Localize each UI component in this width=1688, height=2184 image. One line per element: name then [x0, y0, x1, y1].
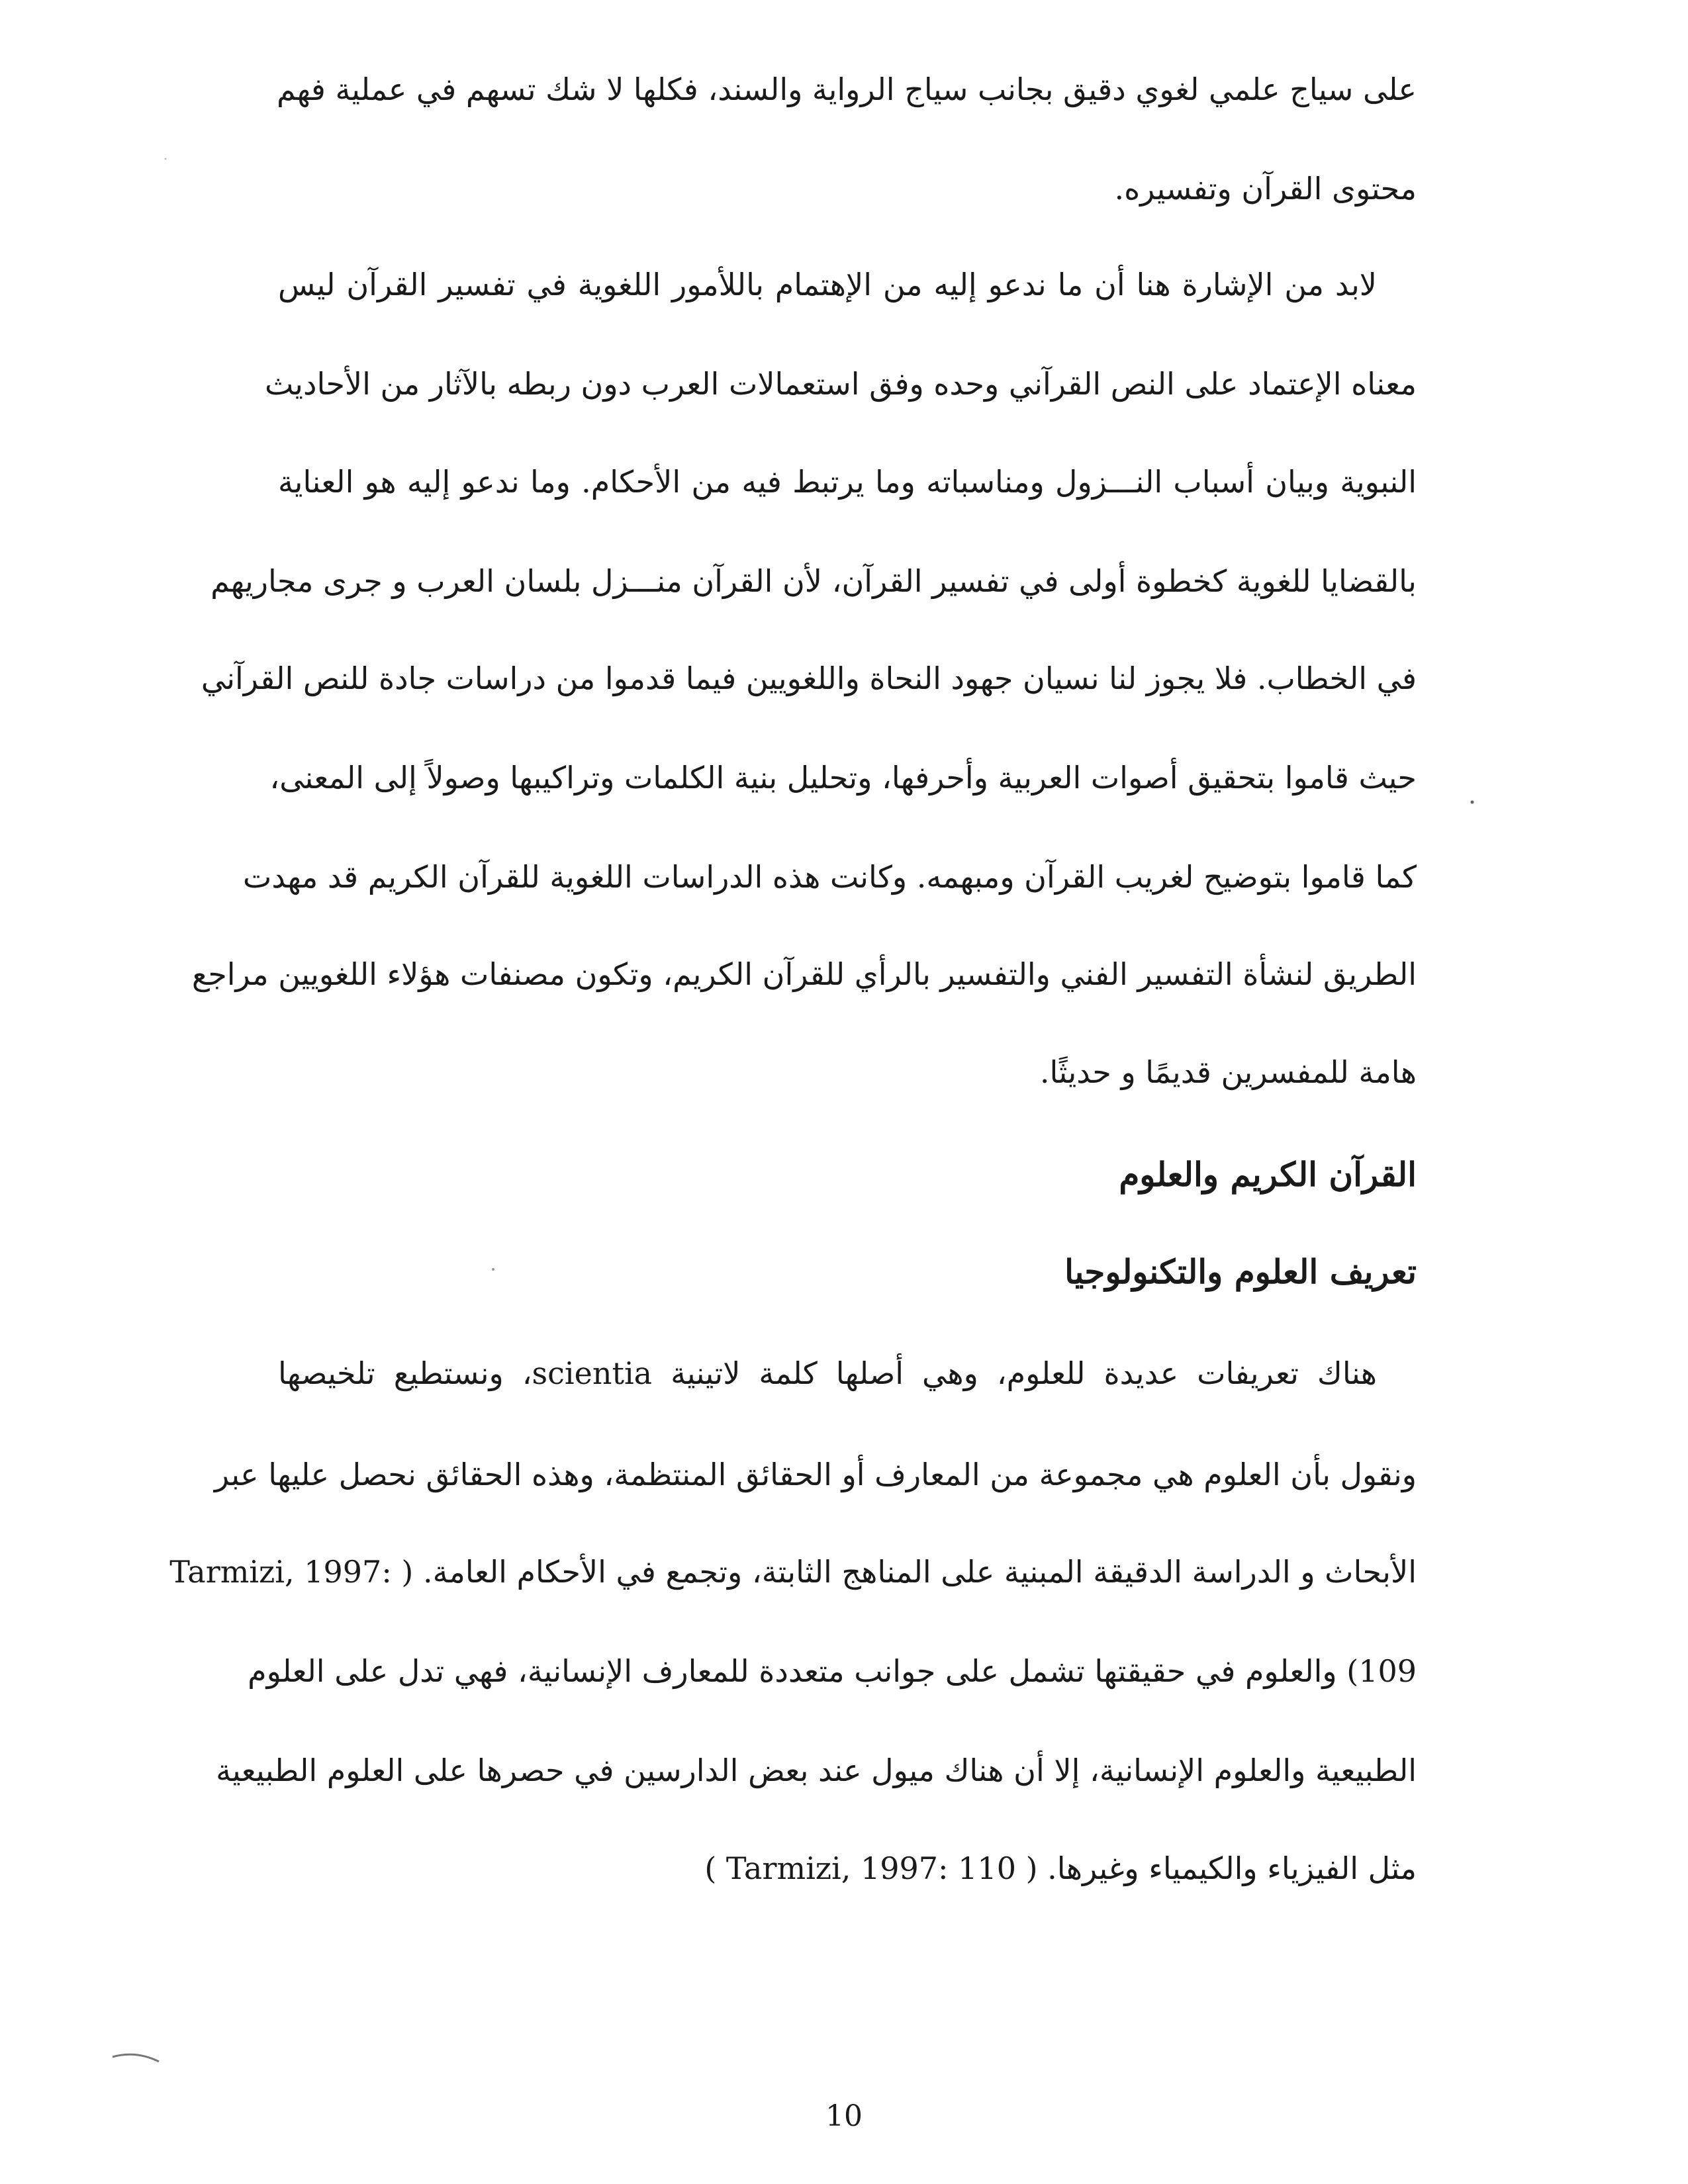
paragraph-2-line-7: كما قاموا بتوضيح لغريب القرآن ومبهمه. وكانت هذه الدراسات اللغوية للقرآن الكريم قد مهدت	[243, 859, 1417, 895]
subsection-heading: تعريف العلوم والتكنولوجيا	[1064, 1252, 1417, 1291]
paragraph-3-line-6: مثل الفيزياء والكيمياء وغيرها. ( Tarmizi, 1997: 110 )	[704, 1850, 1417, 1886]
paragraph-2-line-9: هامة للمفسرين قديمًا و حديثًا.	[1039, 1054, 1417, 1090]
paragraph-3-line-2: ونقول بأن العلوم هي مجموعة من المعارف أو الحقائق المنتظمة، وهذه الحقائق نحصل عليها عبر	[214, 1457, 1417, 1492]
stray-pen-mark	[113, 2054, 159, 2062]
paragraph-2-line-1: لابد من الإشارة هنا أن ما ندعو إليه من الإهتمام باللأمور اللغوية في تفسير القرآن ليس	[278, 267, 1377, 302]
paragraph-3-line-3: الأبحاث و الدراسة الدقيقة المبنية على المناهج الثابتة، وتجمع في الأحكام العامة. ( :Tarmizi, 1997	[169, 1554, 1417, 1590]
scan-speck	[1471, 801, 1474, 804]
scan-speck	[165, 158, 167, 160]
paragraph-3-line-1: هناك تعريفات عديدة للعلوم، وهي أصلها كلمة لاتينية scientia، ونستطيع تلخيصها	[278, 1355, 1377, 1391]
paragraph-2-line-6: حيث قاموا بتحقيق أصوات العربية وأحرفها، وتحليل بنية الكلمات وتراكيبها وصولاً إلى المعنى،	[269, 760, 1417, 796]
paragraph-3-line-4: 109) والعلوم في حقيقتها تشمل على جوانب متعددة للمعارف الإنسانية، فهي تدل على العلوم	[248, 1653, 1417, 1689]
paragraph-1-line-1: على سياج علمي لغوي دقيق بجانب سياج الرواية والسند، فكلها لا شك تسهم في عملية فهم	[277, 71, 1417, 107]
paragraph-2-line-2: معناه الإعتماد على النص القرآني وحده وفق استعمالات العرب دون ربطه بالآثار من الأحاديث	[264, 366, 1417, 402]
paragraph-2-line-4: بالقضايا للغوية كخطوة أولى في تفسير القرآن، لأن القرآن منـــزل بلسان العرب و جرى مجاريهم	[211, 563, 1417, 599]
paragraph-2-line-8: الطريق لنشأة التفسير الفني والتفسير بالرأي للقرآن الكريم، وتكون مصنفات هؤلاء اللغويين مراجع	[191, 956, 1417, 992]
paragraph-2-line-3: النبوية وبيان أسباب النـــزول ومناسباته وما يرتبط فيه من الأحكام. وما ندعو إليه هو العناية	[278, 464, 1417, 500]
paragraph-1-line-2: محتوى القرآن وتفسيره.	[1114, 171, 1417, 206]
paragraph-3-line-5: الطبيعية والعلوم الإنسانية، إلا أن هناك ميول عند بعض الدارسين في حصرها على العلوم الطبيعية	[216, 1752, 1417, 1788]
paragraph-2-line-5: في الخطاب. فلا يجوز لنا نسيان جهود النحاة واللغويين فيما قدموا من دراسات جادة للنص القرآني	[201, 660, 1417, 696]
section-heading: القرآن الكريم والعلوم	[1119, 1155, 1417, 1194]
page-number: 10	[825, 2099, 863, 2133]
